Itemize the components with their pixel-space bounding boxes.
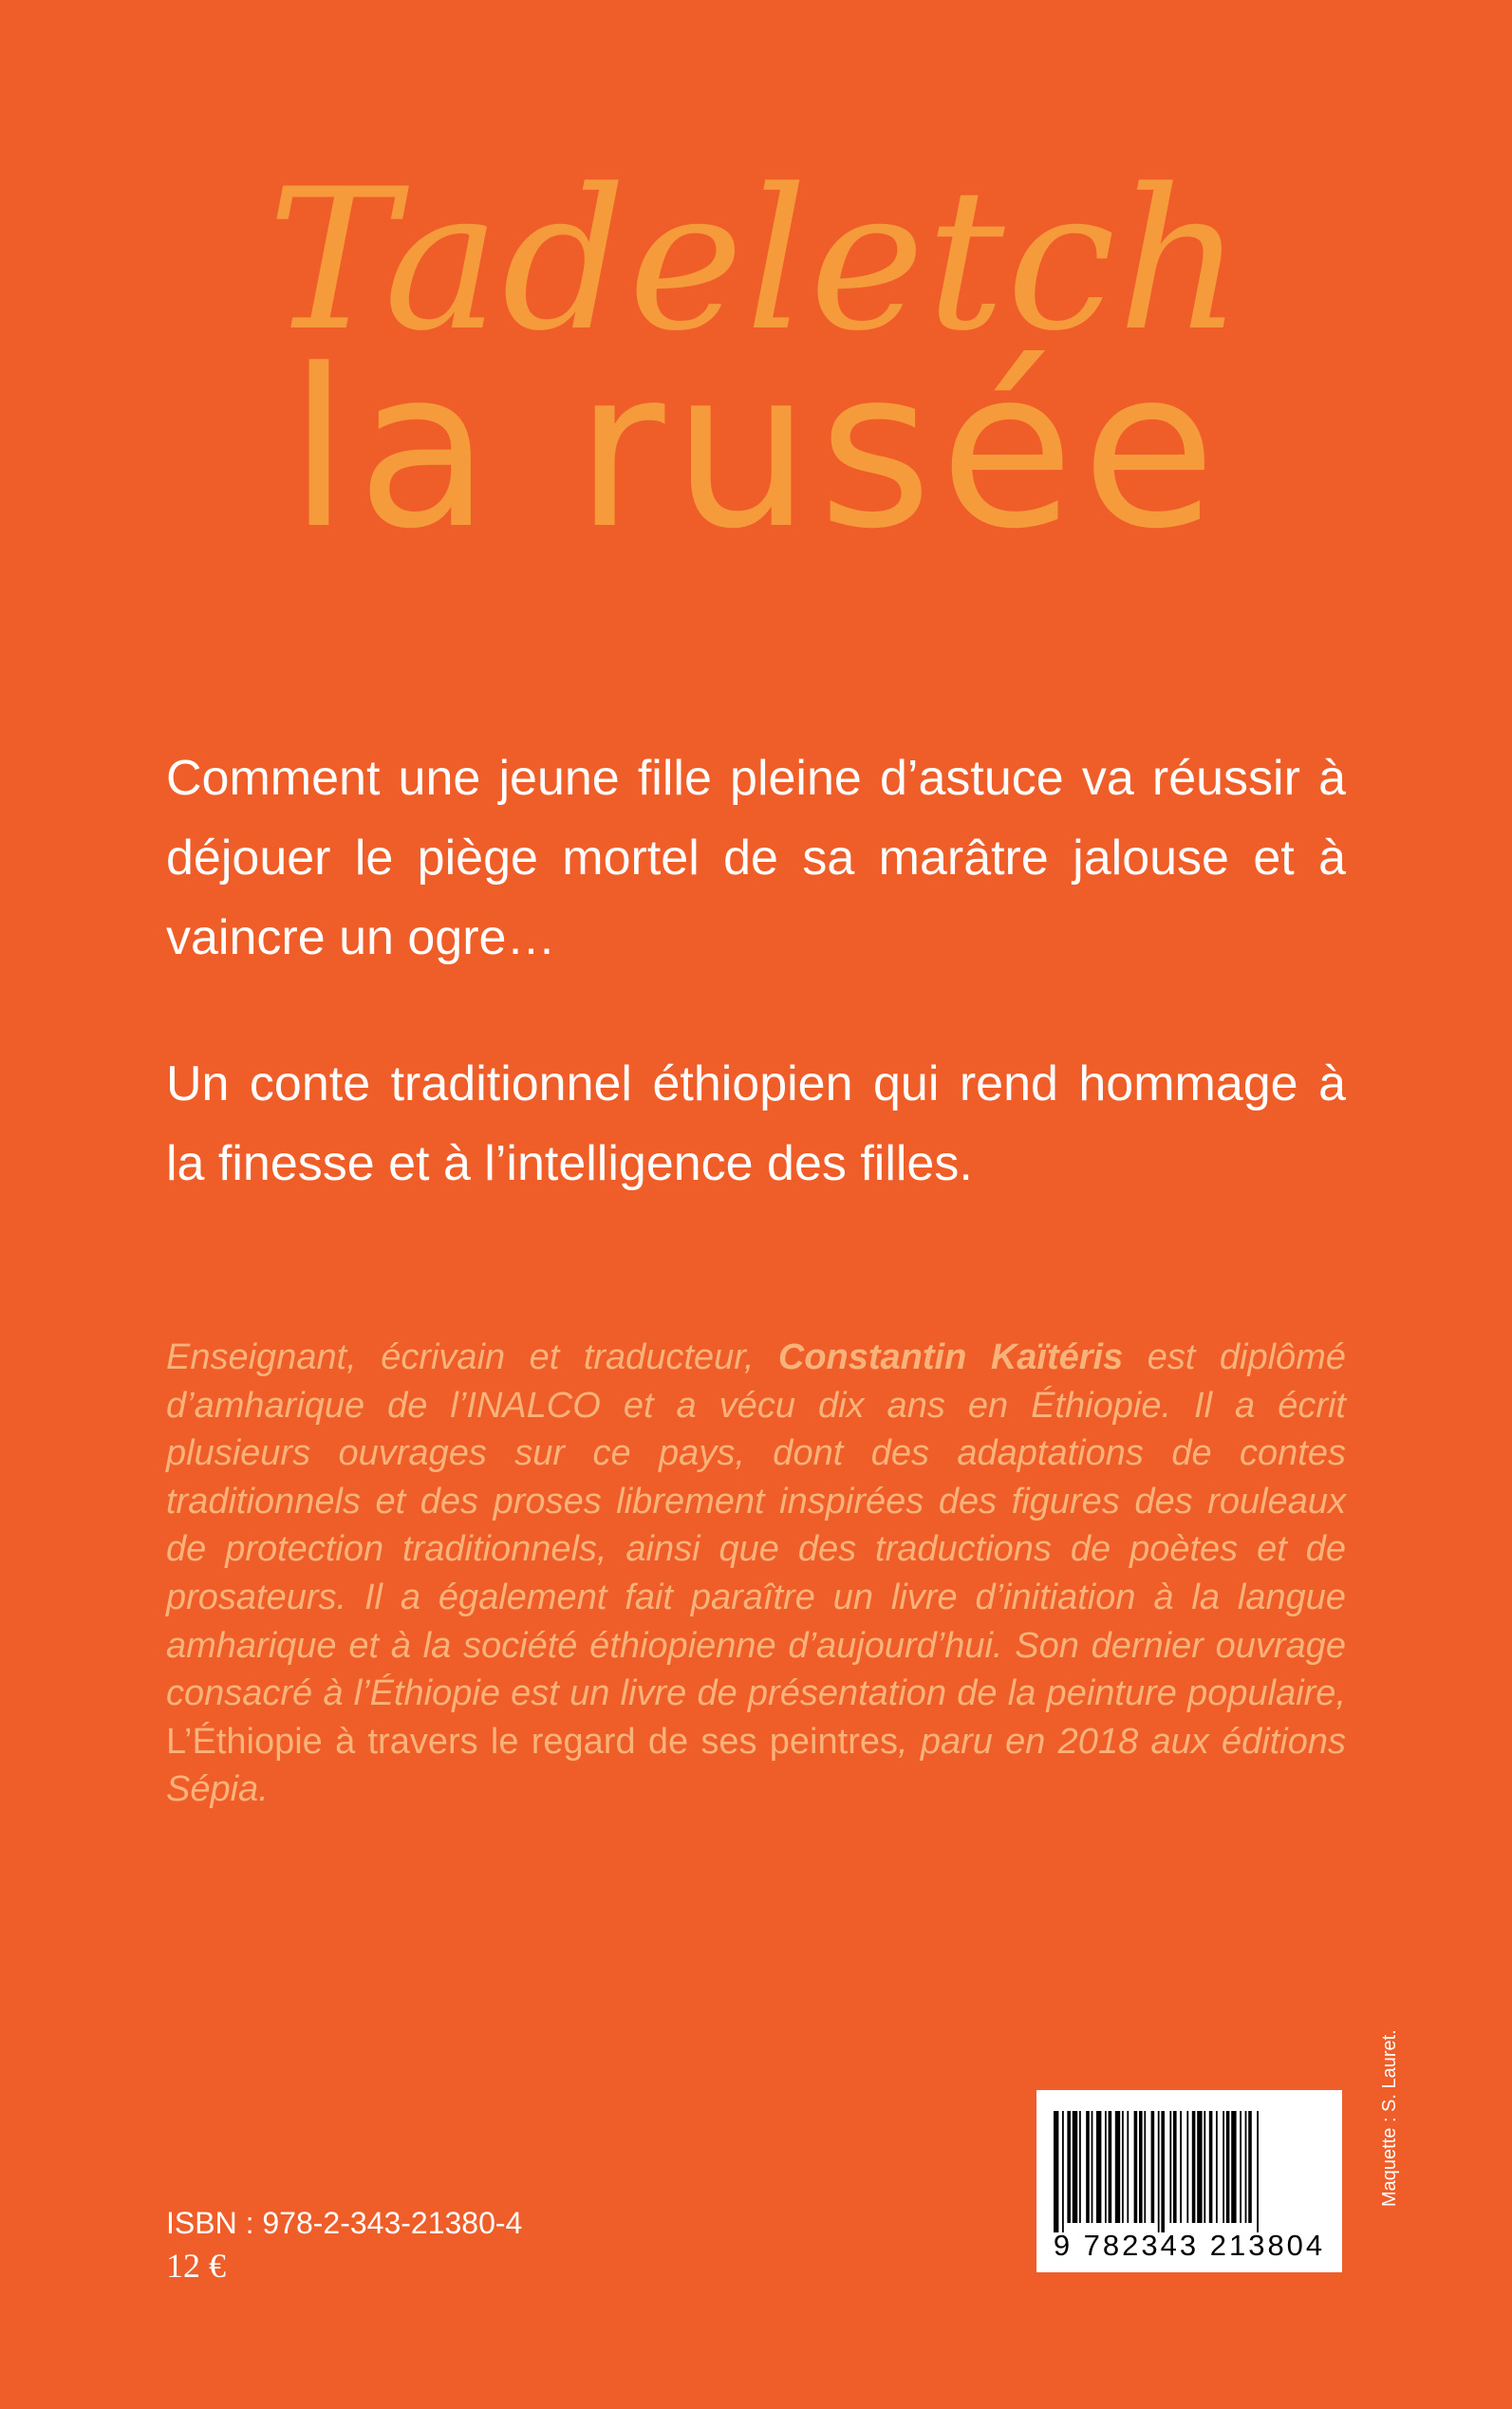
barcode-bar xyxy=(1079,2111,1081,2223)
barcode xyxy=(1036,2090,1342,2272)
barcode-bar xyxy=(1245,2111,1247,2223)
barcode-bar xyxy=(1109,2111,1112,2223)
barcode-bar xyxy=(1216,2111,1218,2223)
title-line-2: la rusée xyxy=(288,324,1224,577)
barcode-bar xyxy=(1257,2111,1259,2232)
barcode-bar xyxy=(1062,2111,1064,2232)
barcode-bar xyxy=(1240,2111,1241,2223)
barcode-bar xyxy=(1127,2111,1129,2223)
barcode-digits: 9 782343 213804 xyxy=(1053,2229,1326,2262)
barcode-bar xyxy=(1054,2111,1058,2232)
barcode-bar xyxy=(1197,2111,1202,2223)
barcode-bar xyxy=(1169,2111,1171,2223)
barcode-bar xyxy=(1186,2111,1188,2223)
barcode-bar xyxy=(1226,2111,1230,2223)
barcode-bar xyxy=(1231,2111,1236,2223)
barcode-bar xyxy=(1151,2111,1155,2223)
isbn-label: ISBN : 978-2-343-21380-4 xyxy=(166,2206,523,2240)
author-bio xyxy=(166,1334,1346,1814)
bio-text-3: , paru en 2018 aux éditions Sépia. xyxy=(166,1721,1347,1810)
barcode-bar xyxy=(1122,2111,1124,2223)
design-credit: Maquette : S. Lauret. xyxy=(1379,2029,1400,2207)
barcode-bars xyxy=(1036,2090,1342,2232)
barcode-bar xyxy=(1144,2111,1146,2223)
barcode-bar xyxy=(1180,2111,1182,2223)
barcode-bar xyxy=(1248,2111,1252,2223)
blurb-paragraph-1: Comment une jeune fille pleine d’astuce va réussir à déjouer le piège mortel de sa marâtre jalouse et à vaincre un ogre… xyxy=(166,751,1346,965)
barcode-bar xyxy=(1086,2111,1090,2223)
barcode-bar xyxy=(1173,2111,1177,2223)
barcode-bar xyxy=(1096,2111,1101,2223)
barcode-bar xyxy=(1067,2111,1071,2223)
author-name: Constantin Kaïtéris xyxy=(777,1337,1124,1377)
barcode-bar xyxy=(1139,2111,1143,2223)
barcode-bar xyxy=(1073,2111,1077,2223)
barcode-bar xyxy=(1105,2111,1107,2223)
price-label: 12 € xyxy=(166,2247,226,2285)
barcode-bar xyxy=(1134,2111,1138,2223)
barcode-bar xyxy=(1115,2111,1120,2223)
title-line-1: Tadeletch xyxy=(267,148,1245,374)
barcode-bar xyxy=(1204,2111,1205,2223)
blurb-paragraph-2: Un conte traditionnel éthiopien qui rend hommage à la finesse et à l’intelligence des filles. xyxy=(166,1056,1346,1191)
barcode-bar xyxy=(1223,2111,1224,2223)
book-reference: L’Éthiopie à travers le regard de ses peintres xyxy=(166,1721,898,1762)
barcode-bar xyxy=(1209,2111,1213,2223)
bio-text-1: Enseignant, écrivain et traducteur, xyxy=(166,1337,778,1377)
barcode-bar xyxy=(1092,2111,1093,2223)
barcode-bar xyxy=(1192,2111,1196,2223)
barcode-bar xyxy=(1158,2111,1160,2232)
bio-text-2: est diplômé d’amharique de l’INALCO et a vécu dix ans en Éthiopie. Il a écrit plusieurs ouvrages sur ce pays, dont des adaptations de contes traditionnels et des proses librement inspirées des figures des rouleaux de protection traditionnels, ainsi que des traductions de poètes et de prosateurs. Il a également fait paraître un livre d’initiation à la langue amharique et à la société éthiopienne d’aujourd’hui. Son dernier ouvrage consacré à l’Éthiopie est un livre de présentation de la peinture populaire, xyxy=(166,1337,1346,1714)
barcode-bar xyxy=(1161,2111,1165,2232)
